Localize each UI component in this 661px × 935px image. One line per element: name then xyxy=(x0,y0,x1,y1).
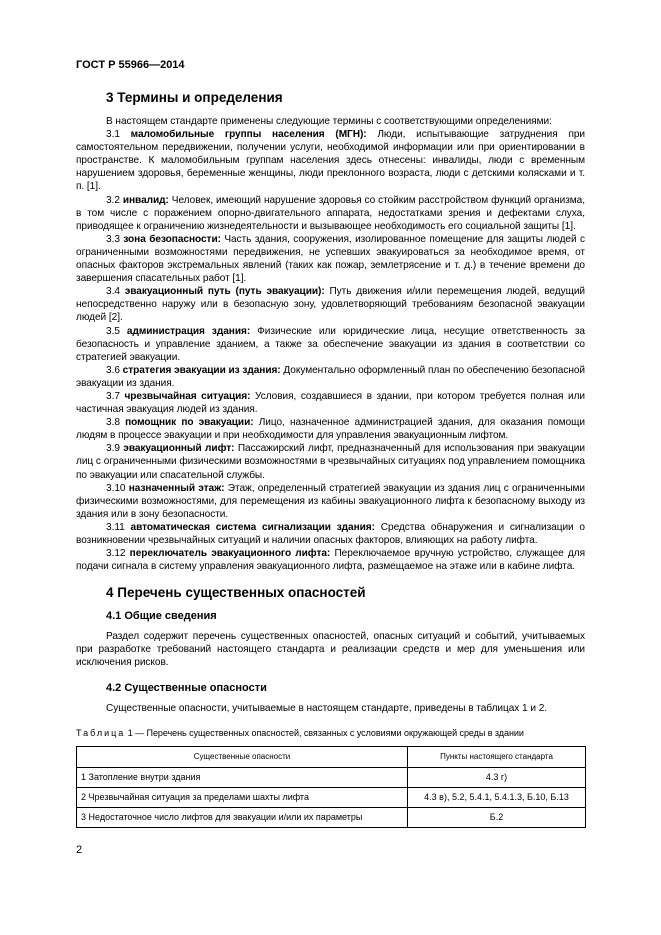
section-3-title: 3 Термины и определения xyxy=(106,90,283,105)
term-number: 3.5 xyxy=(106,325,127,337)
term-number: 3.7 xyxy=(106,390,125,402)
term-name: администрация здания: xyxy=(126,325,251,337)
table-cell-clause: 4.3 в), 5.2, 5.4.1, 5.4.1.3, Б.10, Б.13 xyxy=(408,787,586,807)
term-name: маломобильные группы населения (МГН): xyxy=(130,129,367,141)
term-name: эвакуационный лифт: xyxy=(123,443,235,455)
term-number: 3.11 xyxy=(106,521,131,533)
term-name: инвалид: xyxy=(122,194,169,206)
term-name: переключатель эвакуационного лифта: xyxy=(129,548,331,560)
term-text: Человек, имеющий нарушение здоровья со стойким расстройством функций организма, в том числе с поражением опорно-двигательного аппарата, недостатками зрения и дефектами слуха, приводящее к ограничению жизнедеятельности и вызывающее необходимость его социальной защиты [1]. xyxy=(76,194,585,232)
term-definition xyxy=(76,482,585,521)
section-4-title: 4 Перечень существенных опасностей xyxy=(106,585,366,601)
term-definition xyxy=(76,285,585,324)
term-number: 3.8 xyxy=(106,417,126,429)
term-name: помощник по эвакуации: xyxy=(125,417,254,429)
term-name: автоматическая система сигнализации здания: xyxy=(130,521,375,533)
terms-list xyxy=(76,128,585,573)
page-number: 2 xyxy=(76,844,83,856)
term-number: 3.6 xyxy=(106,364,123,376)
table-header-clauses: Пункты настоящего стандарта xyxy=(408,746,586,767)
term-name: назначенный этаж: xyxy=(128,482,225,494)
term-definition xyxy=(76,364,585,390)
table-caption xyxy=(76,727,585,740)
term-definition xyxy=(76,390,585,416)
term-name: стратегия эвакуации из здания: xyxy=(122,364,281,376)
term-name: эвакуационный путь (путь эвакуации): xyxy=(124,286,325,298)
term-number: 3.12 xyxy=(106,548,130,560)
table-header-row xyxy=(77,746,586,767)
term-number: 3.10 xyxy=(106,482,129,494)
table-cell-clause: Б.2 xyxy=(408,807,586,827)
term-number: 3.9 xyxy=(106,443,124,455)
subsection-4-2-text: Существенные опасности, учитываемые в настоящем стандарте, приведены в таблицах 1 и 2. xyxy=(106,702,548,714)
term-definition xyxy=(76,325,585,364)
table-row xyxy=(77,807,586,827)
table-cell-hazard: 1 Затопление внутри здания xyxy=(77,767,408,787)
term-text: Условия, создавшиеся в здании, при котором требуется полная или частичная эвакуация людей из здания. xyxy=(76,390,586,416)
term-text: Физические или юридические лица, несущие ответственность за безопасность и управление зданием, а также за обеспечение эвакуации из здания в соответствии со стратегией эвакуации. xyxy=(76,325,585,363)
term-definition xyxy=(76,194,585,233)
document-content xyxy=(76,90,585,828)
term-text: Этаж, определенный стратегией эвакуации из здания лиц с ограниченными физическими возможностями, для перемещения из кабины эвакуационного лифта к безопасному выходу из здания или в зону безопасности. xyxy=(76,482,585,520)
term-definition xyxy=(76,416,585,442)
term-definition xyxy=(76,547,585,573)
table-row xyxy=(77,767,586,787)
term-text: Пассажирский лифт, предназначенный для использования при эвакуации лиц с ограниченными физическими возможностями в чрезвычайных ситуациях под управлением помощника по эвакуации или спасательной службы. xyxy=(76,443,585,481)
term-text: Часть здания, сооружения, изолированное помещение для защиты людей с ограниченными возможностями передвижения, не успевших эвакуироваться за необходимое время, от опасных факторов экстремальных явлений (таких как пожар, землетрясение и т. д.) в течение времени до завершения спасательных работ [1]. xyxy=(76,233,585,285)
term-name: зона безопасности: xyxy=(123,233,221,245)
table-caption-text: 1 — Перечень существенных опасностей, связанных с условиями окружающей среды в здании xyxy=(125,727,524,738)
table-header-hazards: Существенные опасности xyxy=(77,746,408,767)
term-name: чрезвычайная ситуация: xyxy=(124,390,251,402)
term-text: Средства обнаружения и сигнализации о возникновении чрезвычайных ситуаций и наличии опасных факторов, влияющих на работу лифта. xyxy=(76,521,586,546)
table-cell-hazard: 2 Чрезвычайная ситуация за пределами шахты лифта xyxy=(77,787,408,807)
subsection-4-2-title: 4.2 Существенные опасности xyxy=(106,681,267,694)
subsection-4-1-title: 4.1 Общие сведения xyxy=(106,610,217,623)
term-definition xyxy=(76,128,585,193)
term-number: 3.3 xyxy=(106,233,124,245)
term-definition xyxy=(76,442,585,481)
table-cell-hazard: 3 Недостаточное число лифтов для эвакуации и/или их параметры xyxy=(77,807,408,827)
term-text: Лицо, назначенное администрацией здания, для оказания помощи людям в процессе эвакуации и при необходимости для управления эвакуационным лифтом. xyxy=(76,417,586,442)
hazards-table xyxy=(76,746,586,828)
term-text: Путь движения и/или перемещения людей, ведущий непосредственно наружу или в безопасную зону, удовлетворяющий требованиям безопасной эвакуации людей [2]. xyxy=(76,286,585,324)
subsection-4-1-text: Раздел содержит перечень существенных опасностей, опасных ситуаций и событий, учитываемых при разработке требований настоящего стандарта и реализации средств и мер для уменьшения или исключения рисков. xyxy=(76,631,585,669)
table-cell-clause: 4.3 г) xyxy=(408,767,586,787)
term-definition xyxy=(76,521,585,547)
term-text: Переключаемое вручную устройство, служащее для подачи сигнала в систему управления эвакуационного лифта, размещаемое на этаже или в кабине лифта. xyxy=(76,548,586,573)
section-3-intro: В настоящем стандарте применены следующие термины с соответствующими определениями: xyxy=(106,116,552,127)
term-definition xyxy=(76,233,585,285)
table-caption-word: Таблица xyxy=(76,727,126,738)
table-row xyxy=(77,787,586,807)
term-text: Люди, испытывающие затруднения при самостоятельном передвижении, получении услуги, необходимой информации или при ориентировании в пространстве. К маломобильным группам населения здесь отнесены: инвалиды, люди с временным нарушением здоровья, беременные женщины, люди преклонного возраста, люди с детскими колясками и т. п. [1]. xyxy=(76,129,586,193)
term-text: Документально оформленный план по обеспечению безопасной эвакуации из здания. xyxy=(76,364,585,389)
document-header: ГОСТ Р 55966—2014 xyxy=(76,59,185,71)
term-number: 3.1 xyxy=(106,129,131,141)
term-number: 3.4 xyxy=(106,286,125,298)
term-number: 3.2 xyxy=(106,194,123,206)
